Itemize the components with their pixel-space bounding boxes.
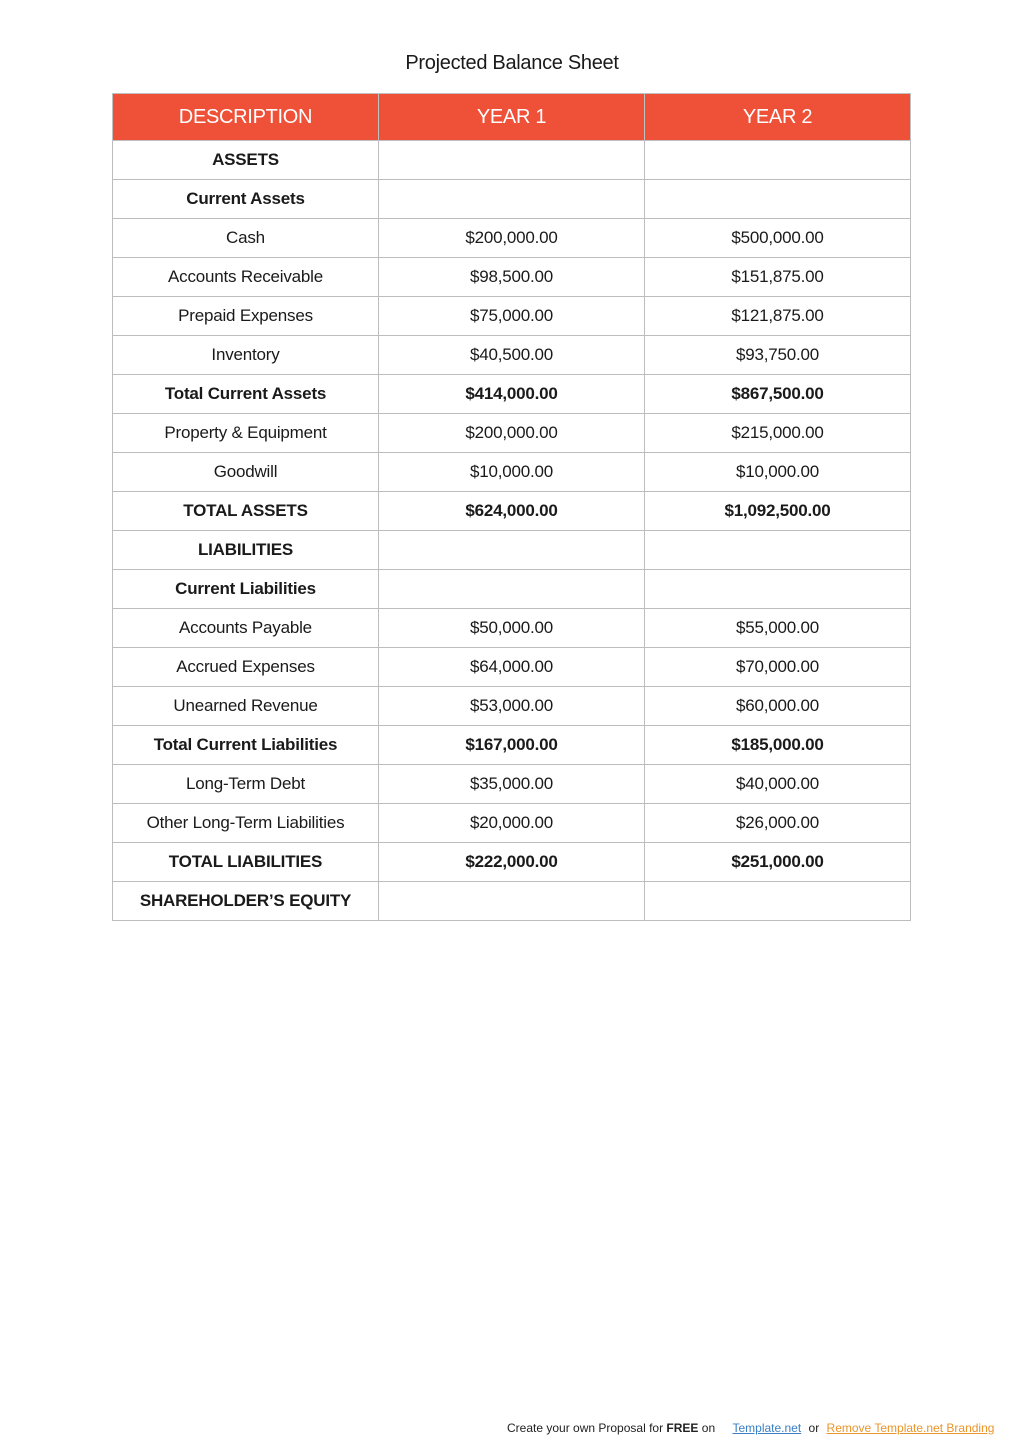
- row-description: Goodwill: [113, 453, 379, 492]
- footer-or: or: [808, 1421, 820, 1435]
- row-year-1: $10,000.00: [379, 453, 645, 492]
- row-description: Accounts Receivable: [113, 258, 379, 297]
- row-description: Other Long-Term Liabilities: [113, 804, 379, 843]
- row-year-1: $414,000.00: [379, 375, 645, 414]
- table-row: [113, 648, 911, 687]
- row-year-1: [379, 570, 645, 609]
- row-year-2: $121,875.00: [645, 297, 911, 336]
- row-description: TOTAL ASSETS: [113, 492, 379, 531]
- row-year-2: [645, 180, 911, 219]
- row-year-1: [379, 180, 645, 219]
- row-year-2: [645, 570, 911, 609]
- row-description: Prepaid Expenses: [113, 297, 379, 336]
- row-year-1: $53,000.00: [379, 687, 645, 726]
- table-row: [113, 609, 911, 648]
- row-year-2: [645, 141, 911, 180]
- row-description: LIABILITIES: [113, 531, 379, 570]
- row-description: Current Liabilities: [113, 570, 379, 609]
- row-year-1: $222,000.00: [379, 843, 645, 882]
- footer-free: FREE: [666, 1421, 699, 1435]
- table-row: [113, 843, 911, 882]
- table-row: [113, 297, 911, 336]
- row-year-1: [379, 882, 645, 921]
- row-year-2: $151,875.00: [645, 258, 911, 297]
- row-description: Long-Term Debt: [113, 765, 379, 804]
- table-row: [113, 336, 911, 375]
- table-body: [113, 141, 911, 921]
- row-year-2: $55,000.00: [645, 609, 911, 648]
- row-year-1: $40,500.00: [379, 336, 645, 375]
- row-description: Unearned Revenue: [113, 687, 379, 726]
- row-year-2: $867,500.00: [645, 375, 911, 414]
- footer-branding: [507, 1421, 994, 1435]
- row-description: ASSETS: [113, 141, 379, 180]
- row-year-1: $167,000.00: [379, 726, 645, 765]
- row-year-1: $64,000.00: [379, 648, 645, 687]
- template-net-link[interactable]: Template.net: [732, 1421, 802, 1435]
- row-year-1: $20,000.00: [379, 804, 645, 843]
- row-year-2: $251,000.00: [645, 843, 911, 882]
- row-description: Total Current Liabilities: [113, 726, 379, 765]
- row-year-2: [645, 531, 911, 570]
- row-year-2: $60,000.00: [645, 687, 911, 726]
- row-year-1: $35,000.00: [379, 765, 645, 804]
- table-row: [113, 414, 911, 453]
- row-year-2: $215,000.00: [645, 414, 911, 453]
- row-year-1: $200,000.00: [379, 219, 645, 258]
- header-year-2: YEAR 2: [645, 94, 911, 141]
- table-row: [113, 180, 911, 219]
- header-description: DESCRIPTION: [113, 94, 379, 141]
- table-row: [113, 219, 911, 258]
- row-year-1: $50,000.00: [379, 609, 645, 648]
- table-row: [113, 141, 911, 180]
- table-row: [113, 375, 911, 414]
- footer-prefix: Create your own Proposal for: [507, 1421, 667, 1435]
- row-year-2: $1,092,500.00: [645, 492, 911, 531]
- row-year-2: $70,000.00: [645, 648, 911, 687]
- row-description: Accrued Expenses: [113, 648, 379, 687]
- row-year-2: $10,000.00: [645, 453, 911, 492]
- row-year-1: [379, 531, 645, 570]
- row-description: Current Assets: [113, 180, 379, 219]
- row-year-1: $624,000.00: [379, 492, 645, 531]
- row-year-1: $75,000.00: [379, 297, 645, 336]
- table-row: [113, 492, 911, 531]
- remove-branding-link[interactable]: Remove Template.net Branding: [826, 1421, 995, 1435]
- row-description: Inventory: [113, 336, 379, 375]
- table-row: [113, 687, 911, 726]
- row-year-2: $26,000.00: [645, 804, 911, 843]
- row-year-1: $98,500.00: [379, 258, 645, 297]
- row-description: SHAREHOLDER’S EQUITY: [113, 882, 379, 921]
- row-description: Property & Equipment: [113, 414, 379, 453]
- row-year-2: [645, 882, 911, 921]
- row-description: TOTAL LIABILITIES: [113, 843, 379, 882]
- table-row: [113, 258, 911, 297]
- row-year-1: $200,000.00: [379, 414, 645, 453]
- table-row: [113, 765, 911, 804]
- table-header-row: [113, 94, 911, 141]
- row-year-2: $40,000.00: [645, 765, 911, 804]
- table-row: [113, 726, 911, 765]
- footer-on: on: [698, 1421, 716, 1435]
- row-description: Cash: [113, 219, 379, 258]
- page-title: Projected Balance Sheet: [405, 52, 619, 74]
- table-row: [113, 453, 911, 492]
- row-description: Total Current Assets: [113, 375, 379, 414]
- row-year-2: $93,750.00: [645, 336, 911, 375]
- table-row: [113, 570, 911, 609]
- table-row: [113, 804, 911, 843]
- table-row: [113, 882, 911, 921]
- balance-sheet-table: [112, 93, 911, 921]
- row-description: Accounts Payable: [113, 609, 379, 648]
- header-year-1: YEAR 1: [379, 94, 645, 141]
- row-year-2: $185,000.00: [645, 726, 911, 765]
- row-year-1: [379, 141, 645, 180]
- row-year-2: $500,000.00: [645, 219, 911, 258]
- table-row: [113, 531, 911, 570]
